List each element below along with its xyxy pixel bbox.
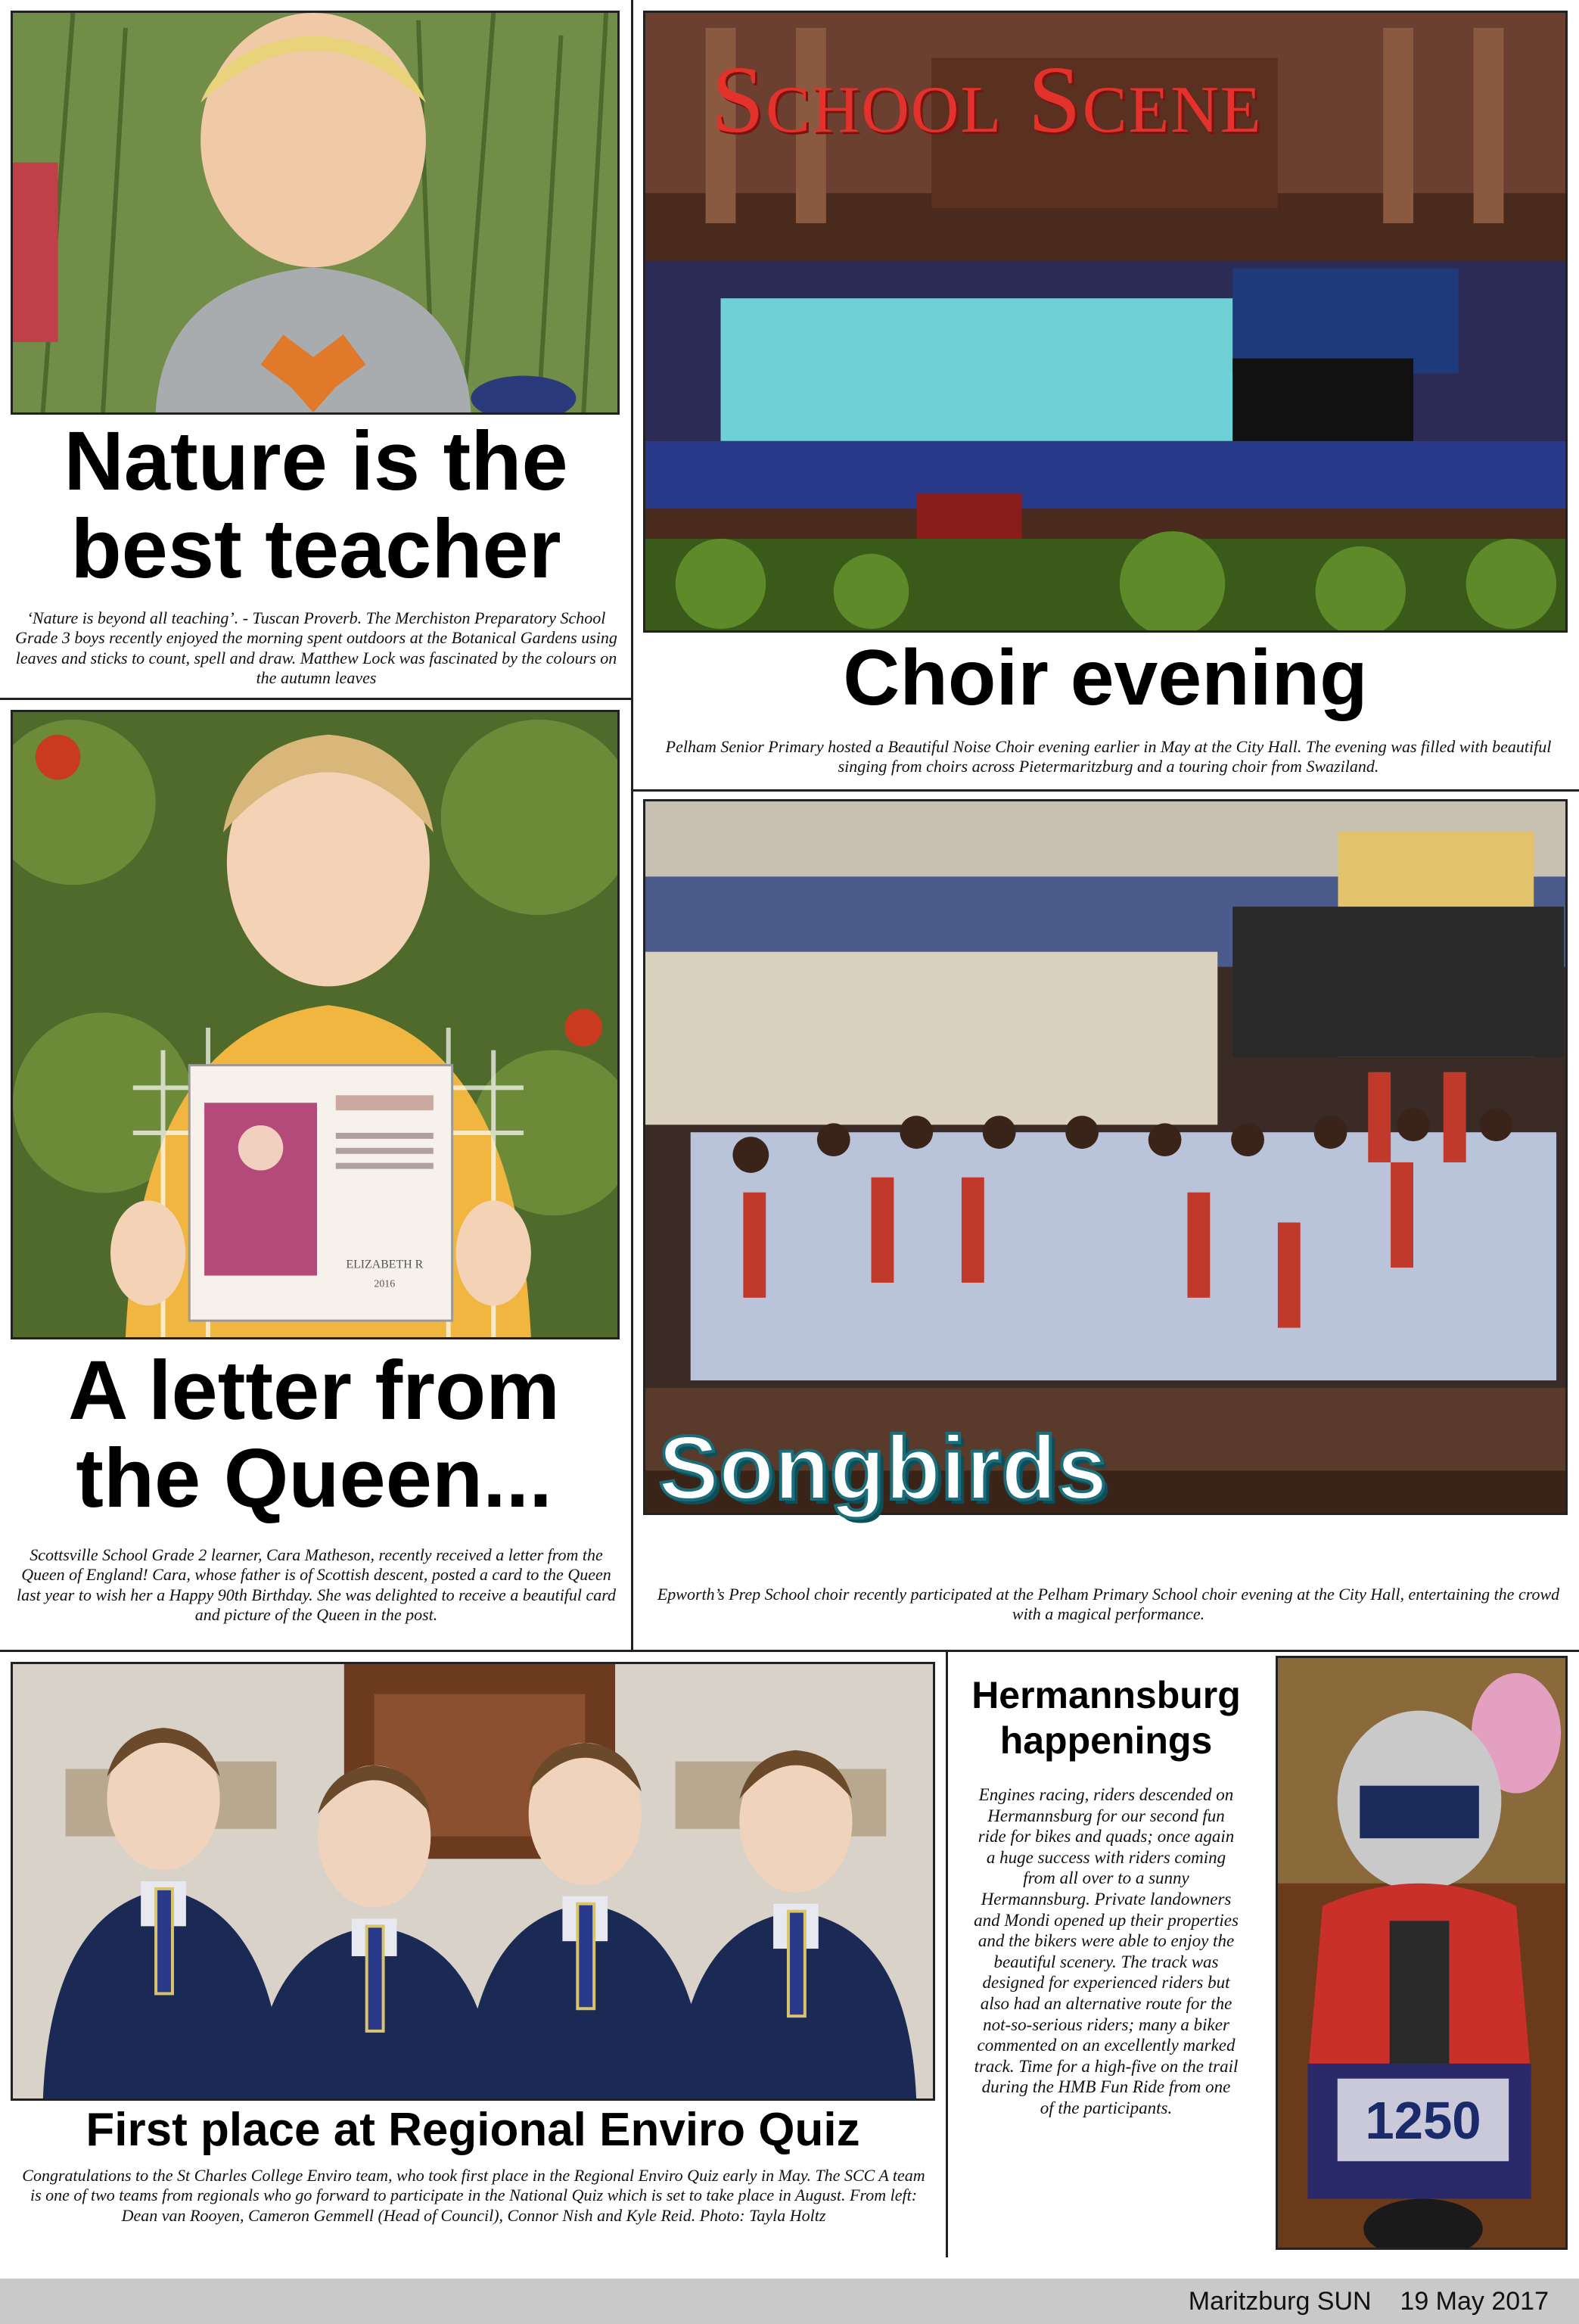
- caption-choir: Pelham Senior Primary hosted a Beautiful Noise Choir evening earlier in May at the City Hall. The evening was filled with beautiful singing from choirs across Pietermaritzburg and a touring choir from Swaziland.: [665, 737, 1552, 776]
- column-rule-bottom: [946, 1652, 948, 2257]
- card-year: 2016: [374, 1278, 396, 1290]
- footer-publication: Maritzburg SUN: [1188, 2287, 1372, 2316]
- row-rule-bottom: [0, 1650, 1579, 1652]
- row-rule-left-1: [0, 698, 631, 700]
- page-footer: [0, 2279, 1579, 2324]
- bike-number-plate: 1250: [1365, 2090, 1481, 2151]
- photo-songbirds-choir: [643, 799, 1568, 1519]
- footer-date: 19 May 2017: [1400, 2287, 1549, 2316]
- card-signature: ELIZABETH R: [346, 1258, 424, 1271]
- column-rule-top: [631, 0, 633, 1650]
- body-hermannsburg: Engines racing, riders descended on Hermannsburg for our second fun ride for bikes and quads; once again a huge success with riders coming from all over to a sunny Hermannsburg. Private landowners and Mondi opened up their properties and the bikers were able to enjoy the beautiful scenery. The track was designed for experienced riders but also had an alternative route for the not-so-serious riders; many a biker commented on an excellently marked track. Time for a high-five on the trail during the HMB Fun Ride from one of the participants.: [974, 1785, 1239, 2117]
- caption-queen: Scottsville School Grade 2 learner, Cara Matheson, recently received a letter from the Queen of England! Cara, whose father is of Scottish descent, posted a card to the Queen last year to wish her a Happy 90th Birthday. She was delighted to receive a beautiful card and picture of the Queen in the post.: [16, 1545, 617, 1625]
- headline-queen: A letter from the Queen...: [68, 1344, 560, 1525]
- caption-songbirds: Epworth’s Prep School choir recently participated at the Pelham Primary School choir evening at the City Hall, entertaining the crowd with a magical performance.: [657, 1585, 1560, 1624]
- headline-songbirds: Songbirds: [658, 1417, 1108, 1519]
- row-rule-right-1: [633, 789, 1579, 792]
- section-masthead: School Scene: [711, 48, 1263, 153]
- headline-choir: Choir evening: [843, 634, 1368, 722]
- photo-boy-garden: [11, 11, 620, 415]
- headline-hermannsburg: Hermannsburg happenings: [971, 1674, 1241, 1762]
- headline-quiz: First place at Regional Enviro Quiz: [85, 2104, 860, 2156]
- caption-nature: ‘Nature is beyond all teaching’. - Tuscan Proverb. The Merchiston Preparatory School Grade 3 boys recently enjoyed the morning spent outdoors at the Botanical Gardens using leaves and sticks to count, spell and draw. Matthew Lock was fascinated by the colours on the autumn leaves: [15, 608, 617, 688]
- photo-girl-card: [11, 710, 620, 1339]
- headline-nature: Nature is the best teacher: [64, 415, 568, 596]
- photo-quiz-team: [11, 1662, 935, 2101]
- photo-motocross-rider: [1276, 1656, 1568, 2250]
- caption-quiz: Congratulations to the St Charles College Enviro team, who took first place in the Regional Enviro Quiz early in May. The SCC A team is one of two teams from regionals who go forward to participate in the National Quiz which is set to take place in August. From left: Dean van Rooyen, Cameron Gemmell (Head of Council), Connor Nish and Kyle Reid. Photo: Tayla Holtz: [22, 2166, 925, 2225]
